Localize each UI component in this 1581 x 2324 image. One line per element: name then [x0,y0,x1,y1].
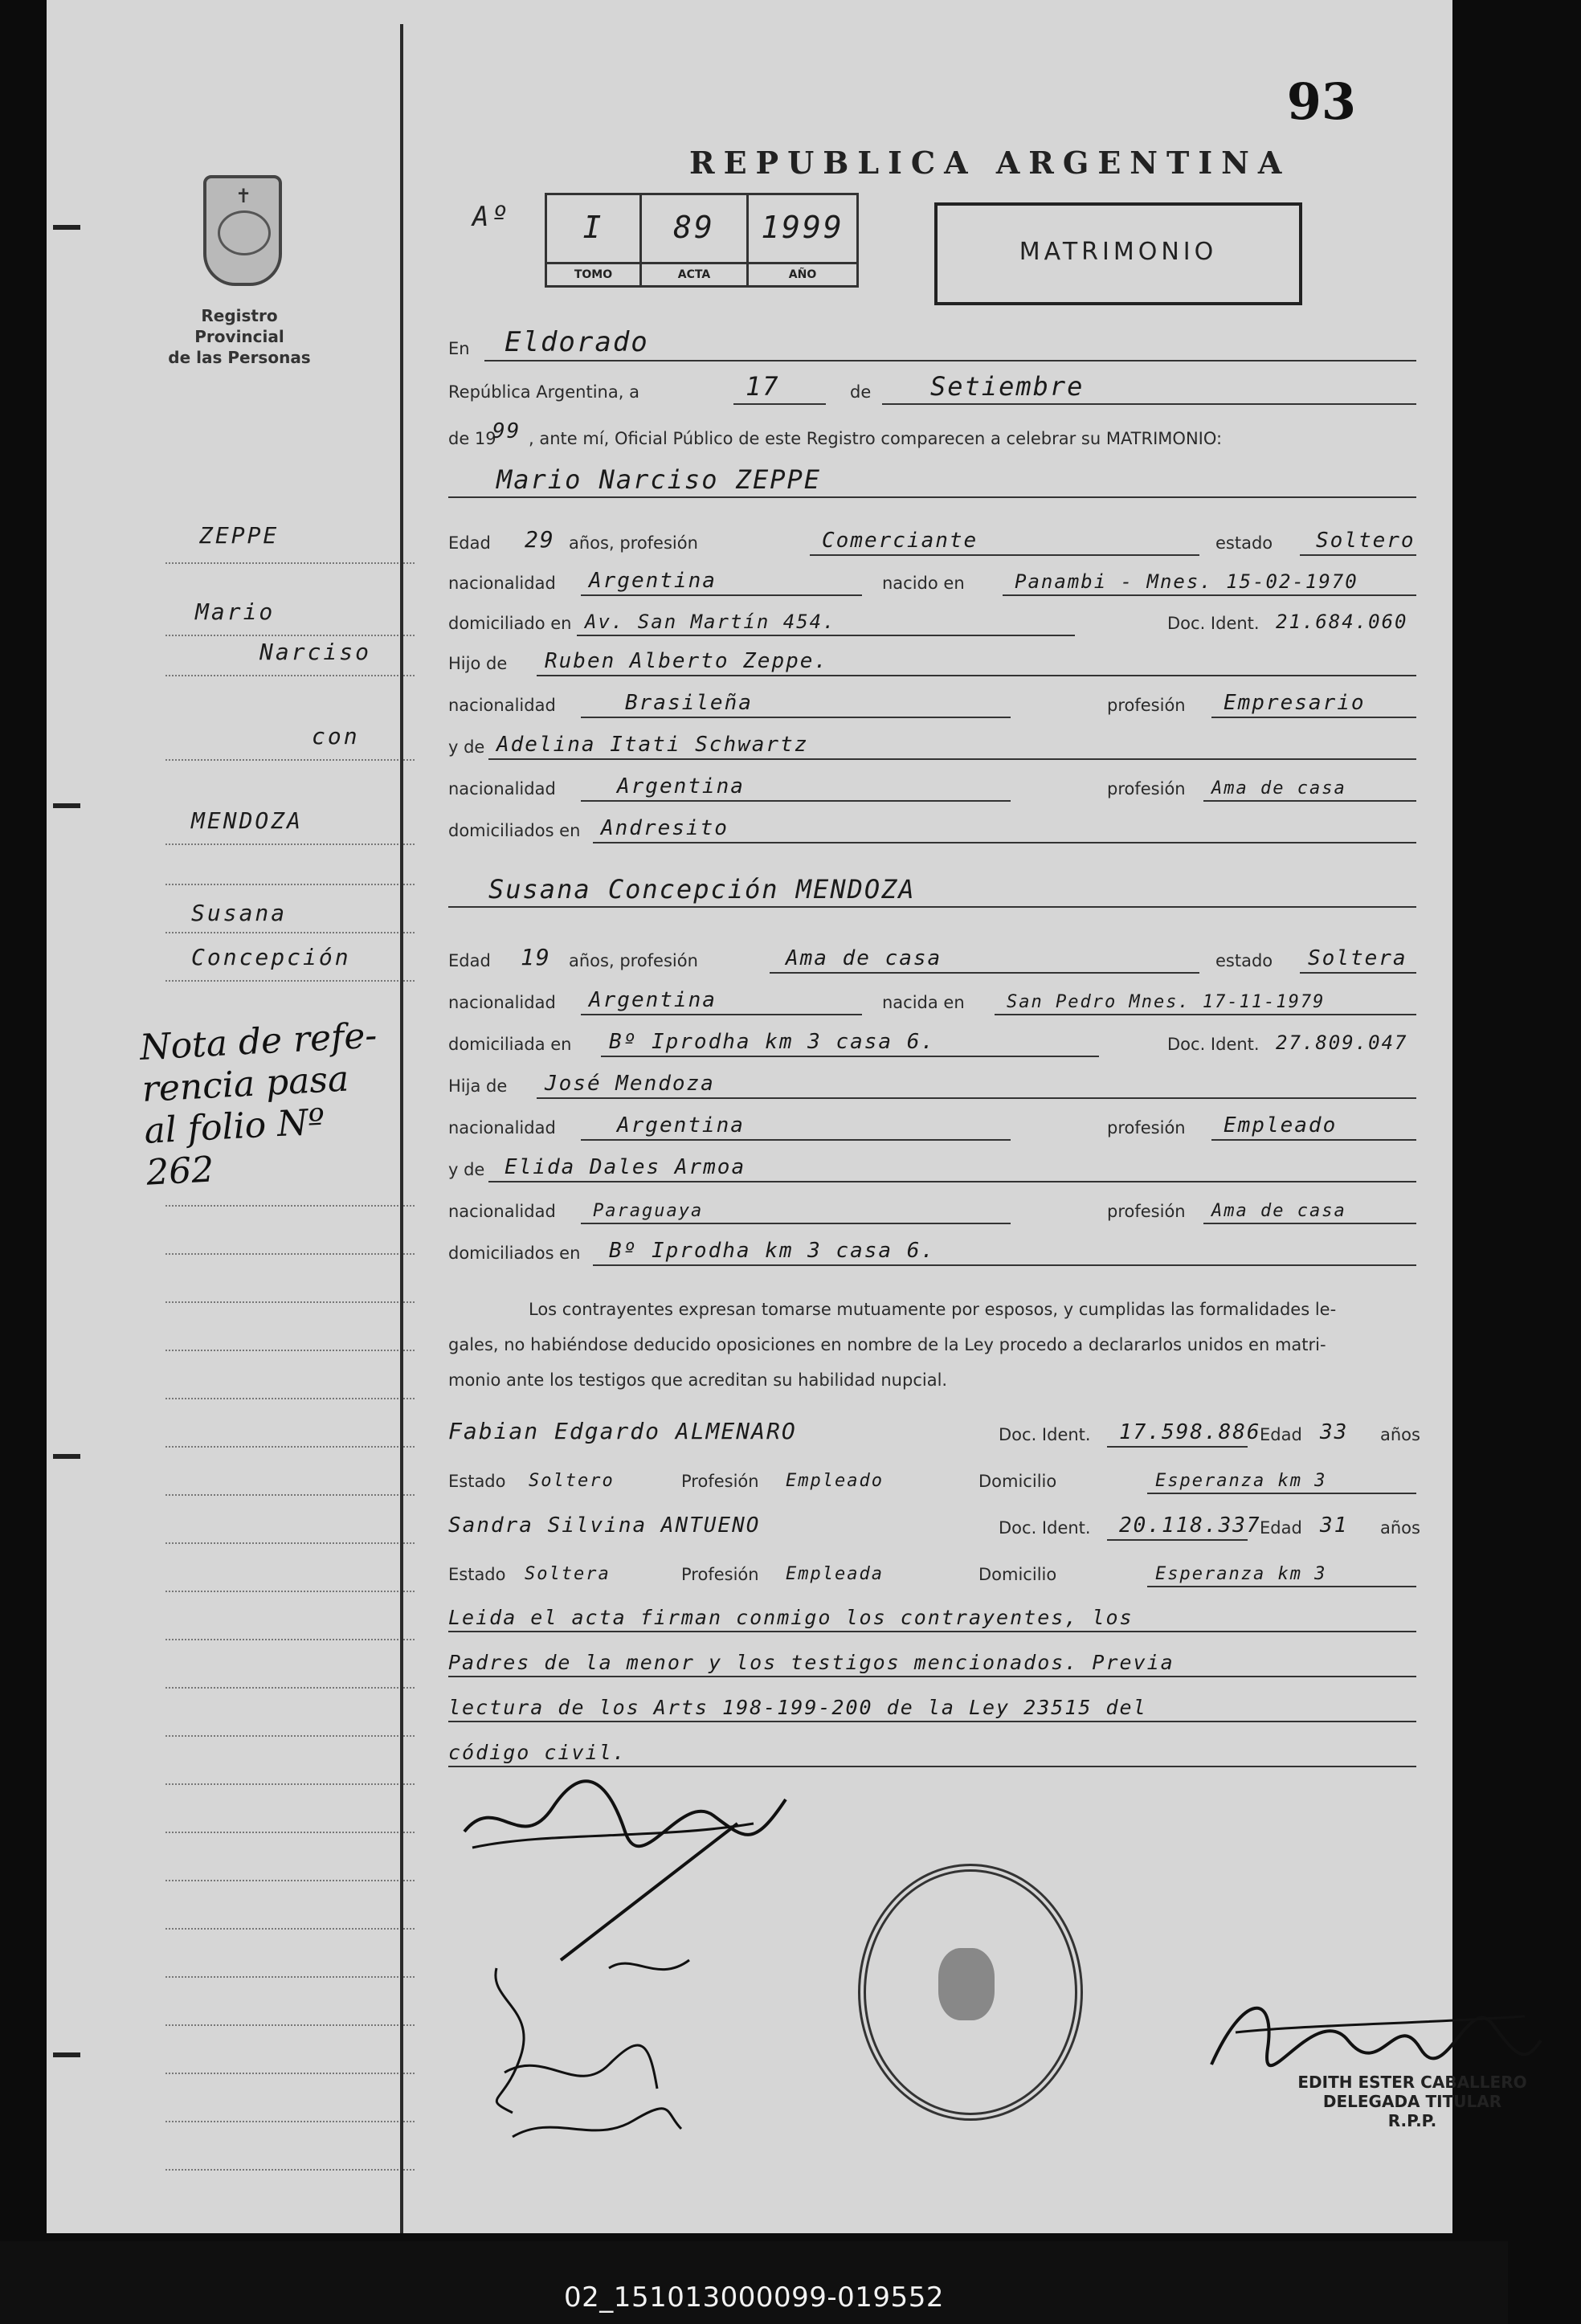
groom-mother: Adelina Itati Schwartz [496,733,809,757]
witness-2-age: 31 [1320,1513,1349,1538]
underline [770,972,1199,974]
margin-line [165,2024,415,2026]
margin-line [165,759,415,761]
witness-1-age: 33 [1320,1420,1349,1444]
doc-label: Doc. Ident. [1167,1035,1260,1054]
binding-hole [53,2052,80,2057]
groom-profession: Comerciante [822,529,978,553]
officer-office: R.P.P. [1387,2111,1437,2130]
bride-mother-nat-row [448,1191,1452,1226]
margin-name-groom: Mario [195,598,276,625]
profesion-label: años, profesión [569,951,698,970]
underline [1211,717,1416,718]
month-value: Setiembre [930,371,1085,402]
groom-address-row [448,602,1452,638]
bride-nationality-row [448,982,1452,1017]
underline [593,1264,1416,1266]
profesion-label: profesión [1107,696,1186,715]
profesion-label: años, profesión [569,533,698,553]
bride-profession: Ama de casa [786,946,942,970]
margin-con: con [312,723,360,749]
underline [1003,594,1416,596]
underline [581,1014,862,1015]
ano-label: AÑO [749,262,856,285]
underline [537,675,1416,676]
closing-row [448,1644,1452,1679]
bride-mother-row [448,1149,1452,1184]
witness-1-status: Soltero [529,1471,615,1491]
groom-name: Mario Narciso ZEPPE [496,464,822,495]
groom-father: Ruben Alberto Zeppe. [545,649,829,673]
year-value: 99 [492,419,521,443]
form-body [416,0,1527,2233]
hijo-label: Hijo de [448,654,508,673]
groom-father-row [448,643,1452,678]
profesion-label: profesión [1107,1202,1186,1221]
underline [1300,972,1416,974]
margin-line [165,843,415,845]
groom-name-row [448,464,1452,500]
margin-rule [400,24,403,2233]
margin-line [165,2073,415,2074]
margin-column [47,0,384,2233]
underline [882,403,1416,405]
binding-hole [53,1454,80,1459]
underline [488,1181,1416,1182]
bride-address-row [448,1023,1452,1059]
document-type-box [934,202,1302,305]
estado-label: estado [1215,533,1273,553]
groom-mother-nat-row [448,768,1452,803]
underline [581,800,1011,802]
margin-line [165,1542,415,1544]
image-caption: 02_151013000099-019552 [564,2281,944,2314]
registry-emblem-icon: ✝ [203,175,282,286]
profesion-label: profesión [1107,779,1186,798]
witness-2-name: Sandra Silvina ANTUENO [448,1513,761,1538]
margin-line [165,1350,415,1351]
margin-line [165,1205,415,1207]
acta-value: 89 [673,210,715,245]
margin-line [165,675,415,676]
seal-emblem-icon [938,1948,995,2020]
margin-line [165,1301,415,1303]
closing-row [448,1599,1452,1634]
bride-age-row [448,940,1452,975]
closing-row [448,1689,1452,1724]
margin-reference-note: Nota de refe- rencia pasa al folio Nº 262 [138,1015,378,1194]
witness-1-doc: 17.598.886 [1119,1420,1261,1444]
underline [1107,1539,1248,1541]
place-row [448,328,1452,363]
margin-line [165,1446,415,1448]
margin-line [165,1591,415,1592]
domicilio-label: Domicilio [978,1472,1057,1491]
margin-line [165,1928,415,1930]
witness-1-address: Esperanza km 3 [1155,1471,1327,1491]
margin-line [165,1639,415,1640]
domiciliada-label: domiciliada en [448,1035,572,1054]
underline [448,496,1416,498]
groom-father-nationality: Brasileña [625,691,753,715]
nacionalidad-label: nacionalidad [448,1202,556,1221]
underline [448,1721,1416,1722]
margin-line [165,2121,415,2122]
closing-line: Padres de la menor y los testigos mencionados. Previa [448,1651,1175,1674]
nacionalidad-label: nacionalidad [448,1118,556,1137]
underline [581,1223,1011,1224]
year-row [448,418,1452,453]
reference-box [545,193,859,288]
margin-line [165,884,415,885]
underline [1211,1139,1416,1141]
bride-name: Susana Concepción MENDOZA [488,874,916,905]
domiciliado-label: domiciliado en [448,614,572,633]
bride-doc: 27.809.047 [1276,1031,1408,1054]
margin-line [165,1832,415,1833]
closing-line: lectura de los Arts 198-199-200 de la Ley 23515 del [448,1696,1147,1719]
en-label: En [448,339,470,358]
anos-label: años [1380,1518,1420,1538]
tomo-value: I [582,210,604,245]
groom-age: 29 [525,526,555,553]
doc-label: Doc. Ident. [999,1518,1091,1538]
day-value: 17 [746,371,780,402]
edad-label: Edad [448,533,491,553]
underline [577,635,1075,636]
witness-2-address: Esperanza km 3 [1155,1564,1327,1584]
groom-mother-nationality: Argentina [617,774,745,798]
witness-1-detail-row [448,1460,1452,1496]
date-row [448,371,1452,406]
domiciliados-label: domiciliados en [448,1244,581,1263]
bride-father: José Mendoza [545,1072,715,1096]
margin-line [165,1783,415,1785]
domiciliados-label: domiciliados en [448,821,581,840]
registry-label: Registro Provincial de las Personas [168,306,311,367]
underline [484,360,1416,361]
margin-line [165,980,415,982]
doc-label: Doc. Ident. [999,1425,1091,1444]
signatures-graphic [448,1759,802,2161]
nacida-label: nacida en [882,993,965,1012]
underline [1203,1223,1416,1224]
underline [1203,800,1416,802]
underline [733,403,826,405]
edad-label: Edad [1260,1518,1302,1538]
officer-name: EDITH ESTER CABALLERO [1297,2073,1527,2092]
bride-age: 19 [521,944,551,970]
nacionalidad-label: nacionalidad [448,696,556,715]
nacido-label: nacido en [882,574,965,593]
estado-label: Estado [448,1472,506,1491]
yde-label: y de [448,1160,485,1179]
witness-2-doc: 20.118.337 [1119,1513,1261,1538]
underline [581,594,862,596]
declaration-line: Los contrayentes expresan tomarse mutuamente por esposos, y cumplidas las formalidades le- [529,1300,1337,1319]
page-title: REPUBLICA ARGENTINA [689,145,1291,181]
underline [1107,1446,1248,1448]
certificate-page [47,0,1527,2233]
bride-mother: Elida Dales Armoa [505,1155,746,1179]
margin-line [165,2169,415,2171]
margin-line [165,1253,415,1255]
margin-line [165,635,415,636]
edad-label: Edad [448,951,491,970]
bride-nationality: Argentina [589,988,717,1012]
doc-label: Doc. Ident. [1167,614,1260,633]
margin-line [165,562,415,564]
underline [581,1139,1011,1141]
margin-line [165,1976,415,1978]
tomo-label: TOMO [547,262,639,285]
underline [488,758,1416,760]
margin-surname-bride: MENDOZA [191,807,304,834]
estado-label: estado [1215,951,1273,970]
witness-2-status: Soltera [525,1564,611,1584]
acta-label: ACTA [642,262,746,285]
witness-2-profession: Empleada [786,1564,884,1584]
estado-label: Estado [448,1565,506,1584]
groom-doc: 21.684.060 [1276,611,1408,633]
bride-birthplace: San Pedro Mnes. 17-11-1979 [1007,992,1326,1012]
year-prefix: de 19 [448,429,496,448]
groom-parents-address-row [448,810,1452,845]
underline [601,1056,1099,1057]
declaration-line: gales, no habiéndose deducido oposiciones en nombre de la Ley procedo a declararlos unidos en matri- [448,1335,1326,1354]
underline [1300,554,1416,556]
margin-line [165,1735,415,1737]
ante-text: , ante mí, Oficial Público de este Registro comparecen a celebrar su MATRIMONIO: [529,429,1223,448]
nacionalidad-label: nacionalidad [448,779,556,798]
margin-line [165,1687,415,1689]
bride-father-nationality: Argentina [617,1113,745,1137]
reference-mark: Aº [472,201,510,233]
profesion-label: profesión [1107,1118,1186,1137]
acta-cell [642,195,749,285]
groom-father-nat-row [448,684,1452,720]
domicilio-label: Domicilio [978,1565,1057,1584]
margin-line [165,1494,415,1496]
witness-2-detail-row [448,1554,1452,1589]
witness-1-name-row [448,1414,1452,1449]
margin-line [165,1880,415,1881]
margin-line [165,932,415,933]
binding-hole [53,225,80,230]
binding-hole [53,803,80,808]
groom-parents-address: Andresito [601,816,729,840]
groom-mother-profession: Ama de casa [1211,778,1346,798]
document-type: MATRIMONIO [1019,238,1218,266]
nacionalidad-label: nacionalidad [448,574,556,593]
nacionalidad-label: nacionalidad [448,993,556,1012]
groom-address: Av. San Martín 454. [585,611,836,633]
witness-2-name-row [448,1507,1452,1542]
declaration-line: monio ante los testigos que acreditan su habilidad nupcial. [448,1370,948,1390]
groom-mother-row [448,726,1452,762]
bride-father-row [448,1065,1452,1101]
bride-name-row [448,874,1452,909]
groom-age-row [448,522,1452,558]
underline [448,906,1416,908]
bride-parents-address: Bº Iprodha km 3 casa 6. [609,1239,936,1263]
underline [448,1676,1416,1677]
tomo-cell [547,195,642,285]
margin-middle-groom: Narciso [259,639,372,665]
underline [1147,1493,1416,1494]
underline [593,842,1416,843]
bride-status: Soltera [1308,946,1407,970]
profesion-label: Profesión [681,1565,759,1584]
republica-label: República Argentina, a [448,382,639,402]
hija-label: Hija de [448,1076,508,1096]
groom-father-profession: Empresario [1224,691,1366,715]
ano-cell [749,195,856,285]
ano-value: 1999 [761,210,844,245]
margin-line [165,1398,415,1399]
bride-mother-nationality: Paraguaya [593,1201,704,1221]
bride-parents-address-row [448,1232,1452,1268]
groom-birthplace: Panambi - Mnes. 15-02-1970 [1015,570,1358,593]
groom-nationality: Argentina [589,569,717,593]
margin-surname-groom: ZEPPE [199,522,280,549]
bride-father-nat-row [448,1107,1452,1142]
underline [448,1631,1416,1632]
officer-stamp [1244,2073,1581,2130]
anos-label: años [1380,1425,1420,1444]
page-number: 93 [1286,72,1356,131]
underline [537,1097,1416,1099]
groom-nationality-row [448,562,1452,598]
groom-status: Soltero [1316,529,1416,553]
bride-address: Bº Iprodha km 3 casa 6. [609,1030,936,1054]
underline [581,717,1011,718]
bride-mother-profession: Ama de casa [1211,1201,1346,1221]
bride-father-profession: Empleado [1224,1113,1338,1137]
officer-title: DELEGADA TITULAR [1322,2092,1502,2111]
edad-label: Edad [1260,1425,1302,1444]
margin-middle-bride: Concepción [191,944,351,970]
underline [810,554,1199,556]
official-seal [858,1864,1083,2121]
closing-line: Leida el acta firman conmigo los contrayentes, los [448,1606,1134,1629]
witness-1-profession: Empleado [786,1471,884,1491]
place-value: Eldorado [505,326,649,358]
closing-line: código civil. [448,1741,627,1764]
profesion-label: Profesión [681,1472,759,1491]
yde-label: y de [448,737,485,757]
margin-name-bride: Susana [191,900,288,926]
witness-1-name: Fabian Edgardo ALMENARO [448,1418,797,1444]
de-label: de [850,382,872,402]
underline [1147,1586,1416,1587]
officer-signature [1203,1976,1549,2089]
underline [995,1014,1416,1015]
